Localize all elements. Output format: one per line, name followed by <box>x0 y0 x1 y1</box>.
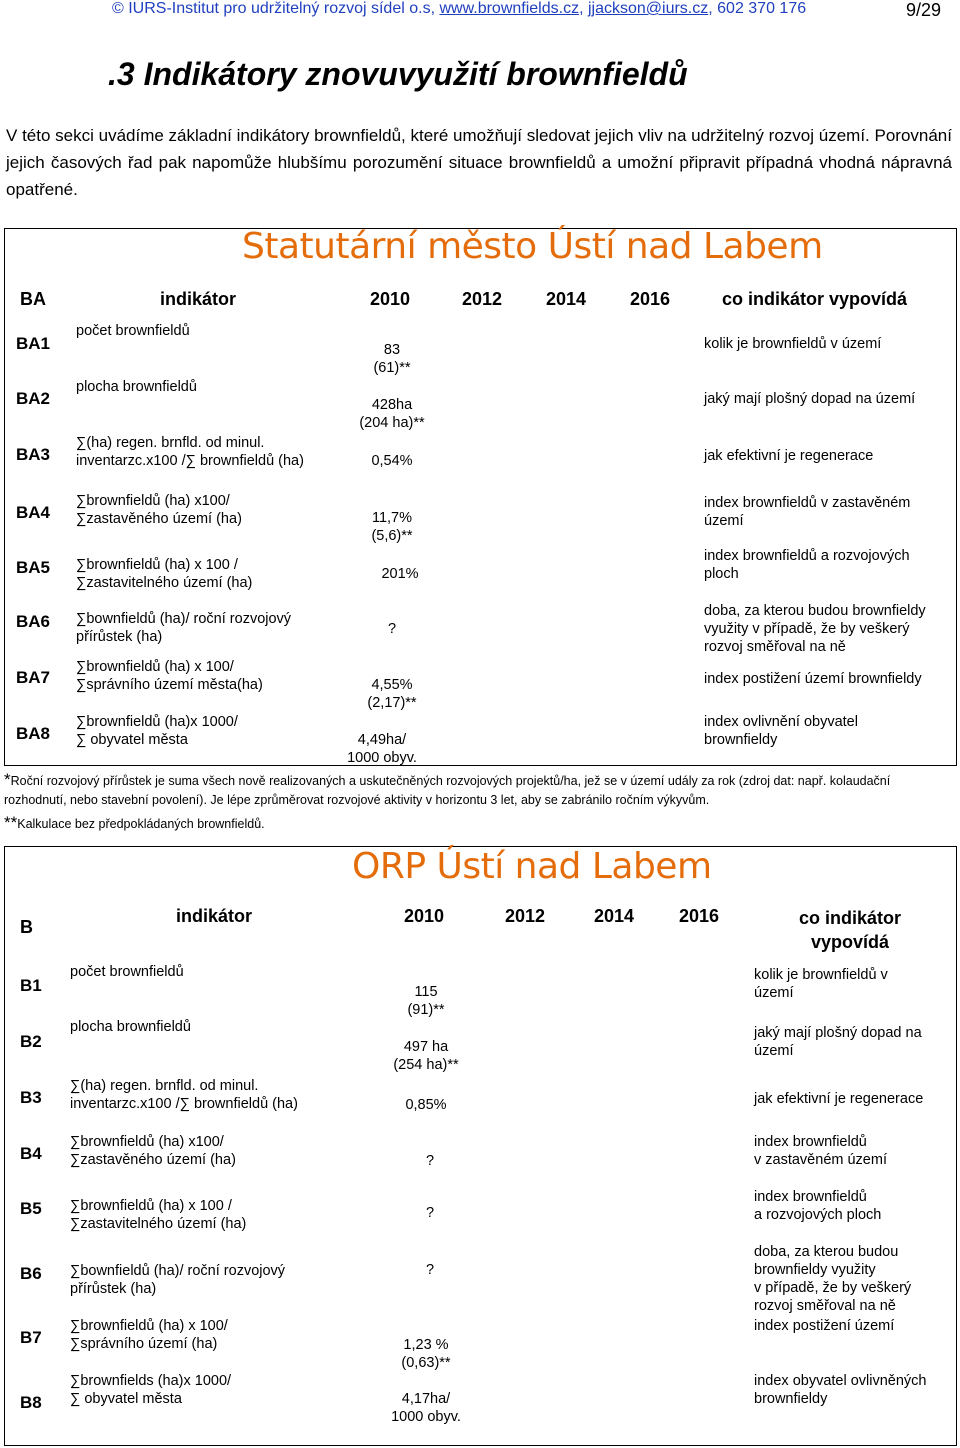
indicator-meaning: jak efektivní je regenerace <box>704 448 874 464</box>
table-row-code: B4 <box>20 1144 42 1163</box>
table-row-code: BA6 <box>16 612 51 631</box>
header-sep: , <box>579 0 588 17</box>
t1-header-2012: 2012 <box>462 289 503 309</box>
indicator-meaning: kolik je brownfieldů v území <box>754 967 888 1001</box>
value-2010: 115 (91)** <box>407 984 445 1018</box>
indicator-meaning: doba, za kterou budou brownfieldy využity v případě, že by veškerý rozvoj směřoval na ně <box>704 603 926 655</box>
t2-header-2012: 2012 <box>505 906 546 926</box>
indicator-name: ∑brownfieldů (ha)x 1000/ ∑ obyvatel města <box>76 714 238 748</box>
indicator-meaning: index brownfieldů v zastavěném území <box>754 1134 887 1168</box>
header-phone: , 602 370 176 <box>708 0 807 17</box>
table-orp-title: ORP Ústí nad Labem <box>352 846 712 887</box>
value-2010: 11,7% (5,6)** <box>371 510 413 544</box>
value-2010: 4,49ha/ 1000 obyv. <box>347 732 417 766</box>
indicator-name: ∑(ha) regen. brnfld. od minul. inventarzc.x100 /∑ brownfieldů (ha) <box>76 435 304 469</box>
t1-header-2016: 2016 <box>630 289 671 309</box>
table-row-code: BA5 <box>16 558 51 577</box>
indicator-name: ∑brownfieldů (ha) x 100 / ∑zastavitelného území (ha) <box>76 557 253 591</box>
indicator-name: plocha brownfieldů <box>76 379 197 395</box>
t2-header-indicator: indikátor <box>176 906 253 926</box>
indicator-meaning: index obyvatel ovlivněných brownfieldy <box>754 1373 927 1407</box>
table-row-code: B8 <box>20 1393 42 1412</box>
indicator-name: ∑brownfieldů (ha) x 100/ ∑správního území (ha) <box>70 1318 228 1352</box>
value-2010: 201% <box>381 566 419 582</box>
value-2010: ? <box>425 1205 435 1221</box>
footnote-development: *Roční rozvojový přírůstek je suma všech nově realizovaných a uskutečněných rozvojových projektů/ha, jež se v území udály za rok (zdroj dat: např. kolaudační rozhodnutí, nebo stavební povolení). Je lépe zprůměrovat rozvojové aktivity v horizontu 3 let, aby se zabránilo ročním výkyvům. <box>4 770 891 807</box>
table-row-code: BA8 <box>16 724 51 743</box>
t2-header-2016: 2016 <box>679 906 720 926</box>
indicator-name: počet brownfieldů <box>70 964 184 980</box>
t1-header-code: BA <box>20 289 46 309</box>
indicator-meaning: index brownfieldů a rozvojových ploch <box>754 1189 882 1223</box>
t2-header-2014: 2014 <box>594 906 635 926</box>
t1-header-2014: 2014 <box>546 289 587 309</box>
indicator-name: ∑brownfieldů (ha) x 100/ ∑správního území města(ha) <box>76 659 263 693</box>
value-2010: 428ha (204 ha)** <box>359 397 425 431</box>
value-2010: 0,54% <box>371 453 413 469</box>
indicator-meaning: doba, za kterou budou brownfieldy využity v případě, že by veškerý rozvoj směřoval na ně <box>754 1244 912 1314</box>
value-2010: 4,17ha/ 1000 obyv. <box>391 1391 461 1425</box>
indicator-name: ∑brownfieldů (ha) x100/ ∑zastavěného území (ha) <box>70 1134 236 1168</box>
indicator-meaning: kolik je brownfieldů v území <box>704 336 882 352</box>
indicator-meaning: jak efektivní je regenerace <box>754 1091 924 1107</box>
intro-paragraph: V této sekci uvádíme základní indikátory brownfieldů, které umožňují sledovat jejich vliv na udržitelný rozvoj území. Porovnání jejich časových řad pak napomůže hlubšímu porozumění situace brownfieldů a umožní připravit případná vhodná nápravná opatřené. <box>6 126 952 199</box>
indicator-meaning: index brownfieldů a rozvojových ploch <box>704 548 910 582</box>
indicator-name: ∑brownfieldů (ha) x 100 / ∑zastavitelného území (ha) <box>70 1198 247 1232</box>
indicator-meaning: index brownfieldů v zastavěném území <box>704 495 911 529</box>
value-2010: 83 (61)** <box>373 342 411 376</box>
indicator-name: ∑(ha) regen. brnfld. od minul. inventarzc.x100 /∑ brownfieldů (ha) <box>70 1078 298 1112</box>
value-2010: ? <box>425 1262 435 1278</box>
value-2010: ? <box>425 1153 435 1169</box>
table-row-code: B6 <box>20 1264 42 1283</box>
table-row-code: B3 <box>20 1088 42 1107</box>
value-2010: ? <box>387 621 397 637</box>
indicator-meaning: index postižení území brownfieldy <box>704 671 922 687</box>
table-row-code: B1 <box>20 976 42 995</box>
indicator-name: ∑bownfieldů (ha)/ roční rozvojový přírůstek (ha) <box>70 1263 286 1297</box>
header-web-link[interactable]: www.brownfields.cz <box>439 0 580 17</box>
table-row-code: BA7 <box>16 668 51 687</box>
indicator-meaning: jaký mají plošný dopad na území <box>704 391 916 407</box>
t2-header-2010: 2010 <box>404 906 445 926</box>
value-2010: 4,55% (2,17)** <box>367 677 417 711</box>
t1-header-description: co indikátor vypovídá <box>722 289 908 309</box>
t1-header-indicator: indikátor <box>160 289 237 309</box>
section-title: .3 Indikátory znovuvyužití brownfieldů <box>108 56 688 92</box>
header-copyright: © IURS-Institut pro udržitelný rozvoj sídel o.s, <box>112 0 440 17</box>
t2-header-description: co indikátor vypovídá <box>798 908 901 952</box>
value-2010: 497 ha (254 ha)** <box>393 1039 459 1073</box>
table-row-code: BA2 <box>16 389 51 408</box>
footnote-calculation: **Kalkulace bez předpokládaných brownfieldů. <box>4 813 265 832</box>
page-header <box>112 0 806 18</box>
value-2010: 1,23 % (0,63)** <box>401 1337 451 1371</box>
table-city-title: Statutární město Ústí nad Labem <box>242 226 823 267</box>
table-row-code: B7 <box>20 1328 42 1347</box>
page-number: 9/29 <box>906 0 942 20</box>
indicator-meaning: index ovlivnění obyvatel brownfieldy <box>704 714 858 748</box>
indicator-name: počet brownfieldů <box>76 323 190 339</box>
table-row-code: BA1 <box>16 334 51 353</box>
table-row-code: B5 <box>20 1199 42 1218</box>
table-row-code: B2 <box>20 1032 42 1051</box>
indicator-meaning: index postižení území <box>754 1318 895 1334</box>
indicator-name: ∑brownfieldů (ha) x100/ ∑zastavěného území (ha) <box>76 493 242 527</box>
indicator-name: ∑bownfieldů (ha)/ roční rozvojový přírůstek (ha) <box>76 611 292 645</box>
indicator-name: ∑brownfields (ha)x 1000/ ∑ obyvatel města <box>70 1373 232 1407</box>
table-row-code: BA4 <box>16 503 51 522</box>
indicator-meaning: jaký mají plošný dopad na území <box>754 1025 922 1059</box>
table-row-code: BA3 <box>16 445 51 464</box>
t2-header-code: B <box>20 917 33 937</box>
t1-header-2010: 2010 <box>370 289 411 309</box>
value-2010: 0,85% <box>405 1097 447 1113</box>
header-email-link[interactable]: jjackson@iurs.cz <box>587 0 709 17</box>
indicator-name: plocha brownfieldů <box>70 1019 191 1035</box>
